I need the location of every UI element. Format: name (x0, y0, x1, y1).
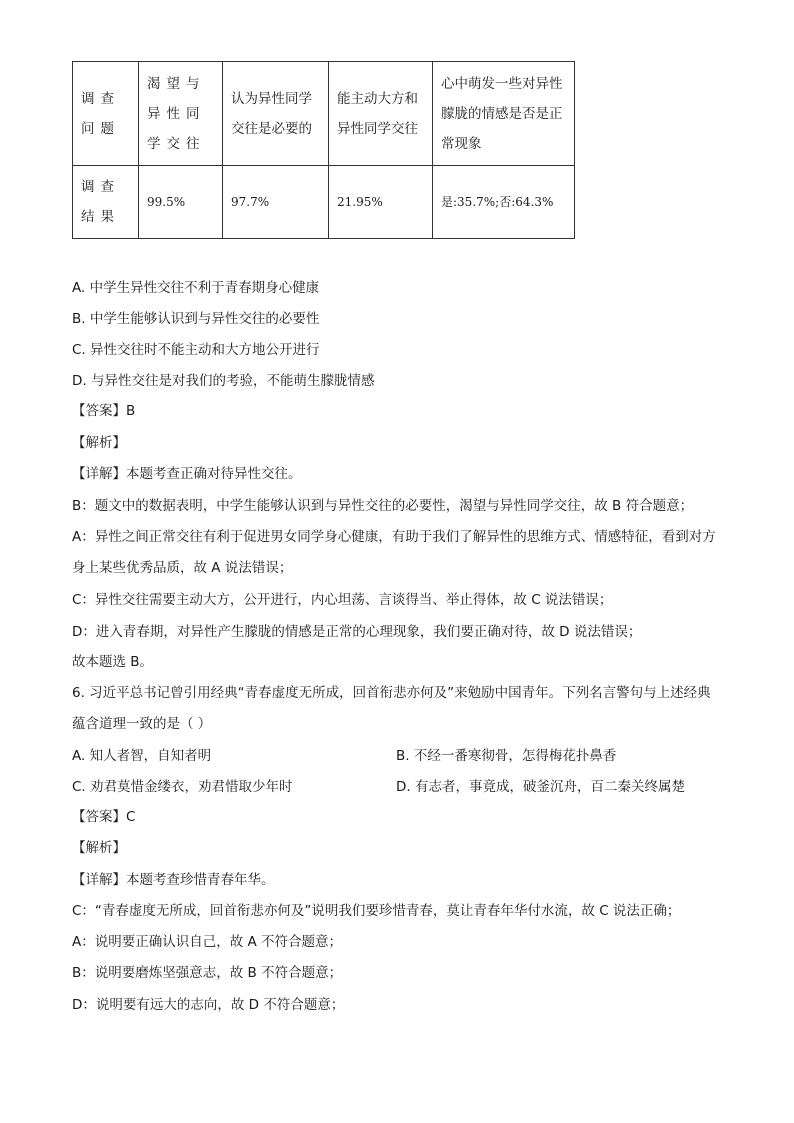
result-cell-3: 21.95% (329, 166, 433, 239)
result-cell-4: 是:35.7%;否:64.3% (433, 166, 575, 239)
q6-line-b: B：说明要磨炼坚强意志，故 B 不符合题意； (72, 965, 343, 981)
q5-line-d: D：进入青春期，对异性产生朦胧的情感是正常的心理现象，我们要正确对待，故 D 说法错误； (72, 624, 642, 640)
result-label-cell: 调查结果 (73, 166, 139, 239)
q6-answer: 【答案】C (72, 809, 136, 825)
q6-line-c: C：“青春虚度无所成，回首衔悲亦何及”说明我们要珍惜青春，莫让青春年华付水流，故 C 说法正确； (72, 903, 681, 919)
result-cell-2: 97.7% (223, 166, 329, 239)
q5-line-c: C：异性交往需要主动大方，公开进行，内心坦荡、言谈得当、举止得体，故 C 说法错误； (72, 592, 613, 608)
q6-detail-heading: 【详解】本题考查珍惜青春年华。 (72, 872, 275, 888)
q6-option-a: A. 知人者智，自知者明 (72, 748, 212, 764)
q6-stem: 6. 习近平总书记曾引用经典“青春虚度无所成，回首衔悲亦何及”来勉励中国青年。下列名言警句与上述经典蕴含道理一致的是（ ） (72, 685, 711, 732)
table-result-row (73, 166, 575, 239)
q5-detail-heading: 【详解】本题考查正确对待异性交往。 (72, 466, 302, 482)
q5-line-b: B：题文中的数据表明，中学生能够认识到与异性交往的必要性，渴望与异性同学交往，故 B 符合题意； (72, 498, 694, 514)
q6-option-b: B. 不经一番寒彻骨，怎得梅花扑鼻香 (396, 748, 617, 764)
header-cell-4: 心中萌发一些对异性朦胧的情感是否是正常现象 (433, 62, 575, 166)
q5-option-d: D. 与异性交往是对我们的考验，不能萌生朦胧情感 (72, 373, 375, 389)
header-label-cell: 调查问题 (73, 62, 139, 166)
q5-option-b: B. 中学生能够认识到与异性交往的必要性 (72, 311, 320, 327)
q6-line-d: D：说明要有远大的志向，故 D 不符合题意； (72, 997, 345, 1013)
header-cell-3: 能主动大方和异性同学交往 (329, 62, 433, 166)
q5-answer: 【答案】B (72, 403, 136, 419)
header-cell-2: 认为异性同学交往是必要的 (223, 62, 329, 166)
q6-option-c: C. 劝君莫惜金缕衣，劝君惜取少年时 (72, 779, 293, 795)
q5-analysis-heading: 【解析】 (72, 435, 126, 451)
q5-option-a: A. 中学生异性交往不利于青春期身心健康 (72, 280, 320, 296)
q5-conclusion: 故本题选 B。 (72, 654, 154, 670)
table-header-row (73, 62, 575, 166)
q5-line-a: A：异性之间正常交往有利于促进男女同学身心健康，有助于我们了解异性的思维方式、情感特征，看到对方身上某些优秀品质，故 A 说法错误； (72, 529, 716, 576)
q6-options-row-2 (72, 777, 722, 797)
q6-analysis-heading: 【解析】 (72, 840, 126, 856)
q6-option-d: D. 有志者，事竟成，破釜沉舟，百二秦关终属楚 (396, 779, 685, 795)
q6-line-a: A：说明要正确认识自己，故 A 不符合题意； (72, 934, 343, 950)
result-cell-1: 99.5% (139, 166, 223, 239)
header-cell-1: 渴望与异性同学交往 (139, 62, 223, 166)
q5-option-c: C. 异性交往时不能主动和大方地公开进行 (72, 342, 320, 358)
q6-options-row-1 (72, 746, 722, 766)
survey-table (72, 61, 575, 239)
